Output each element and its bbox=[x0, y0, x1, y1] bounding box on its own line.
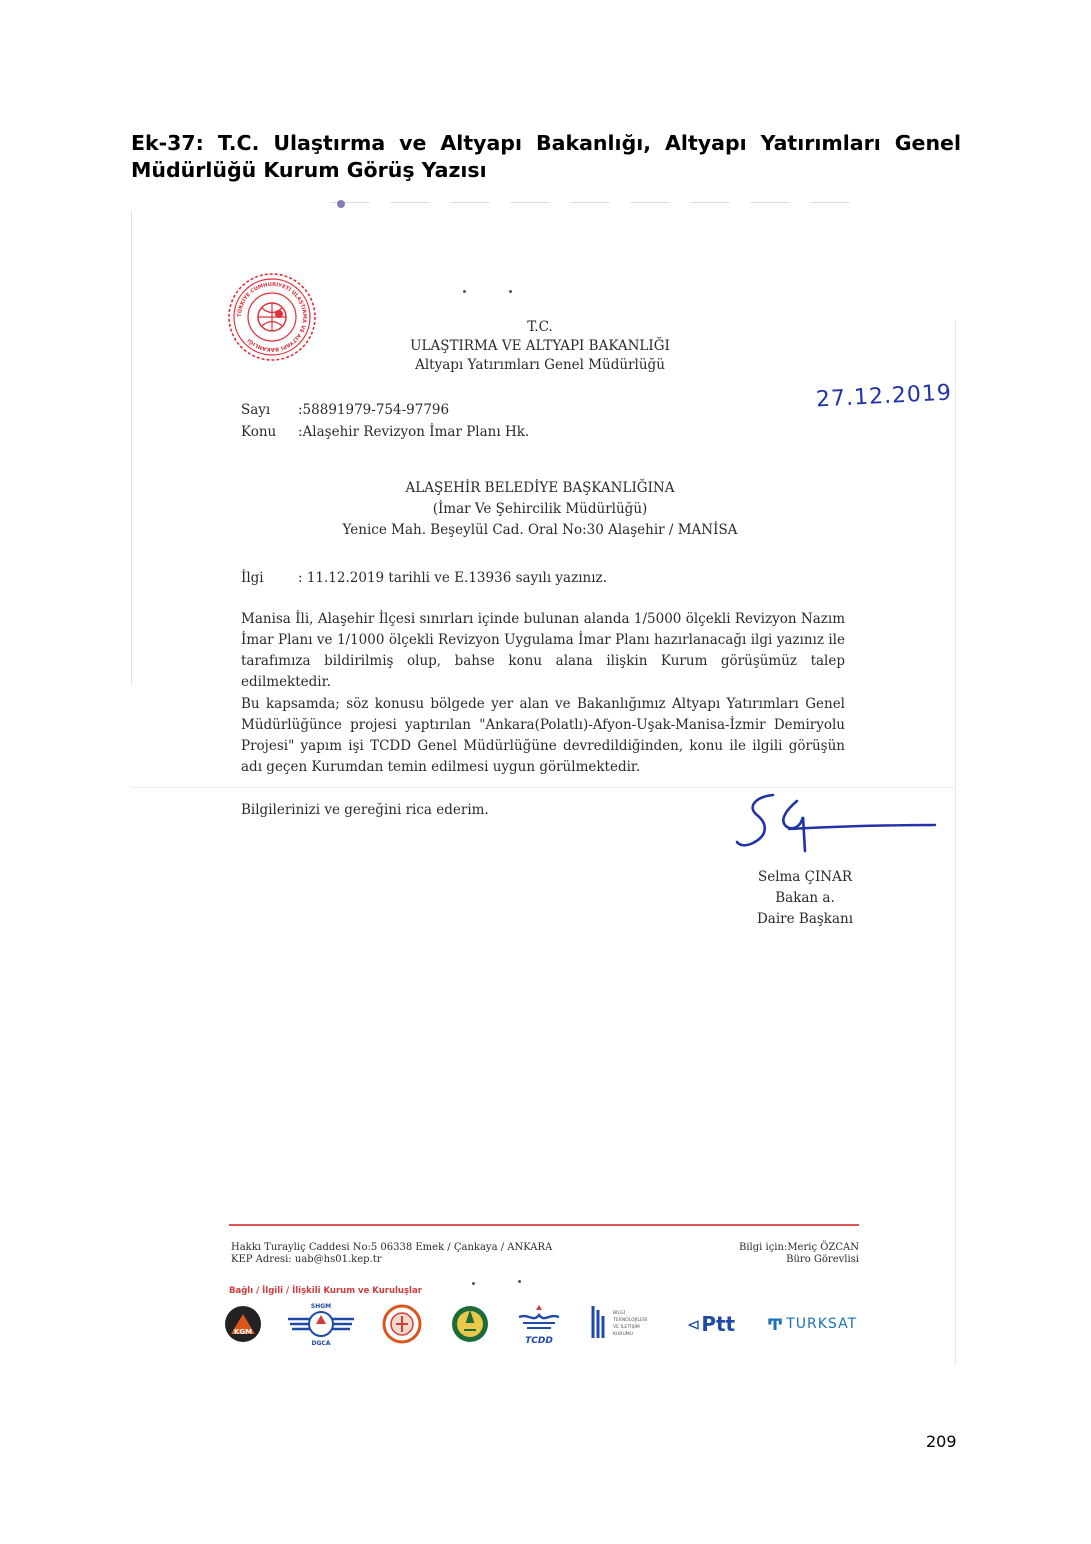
footer-divider bbox=[229, 1224, 859, 1226]
scan-edge-right bbox=[955, 320, 956, 1365]
scan-edge-left bbox=[131, 210, 132, 685]
footer-address-line: Hakkı Turayliç Caddesi No:5 06338 Emek / Çankaya / ANKARA bbox=[231, 1242, 553, 1253]
footer-contact bbox=[700, 1242, 859, 1266]
handwritten-date: 27.12.2019 bbox=[815, 380, 953, 413]
recipient-address: Yenice Mah. Beşeylül Cad. Oral No:30 Alaşehir / MANİSA bbox=[342, 522, 738, 538]
turksat-text: TURKSAT bbox=[786, 1316, 858, 1332]
signer-block bbox=[740, 867, 870, 930]
body-paragraph-2: Bu kapsamda; söz konusu bölgede yer alan ve Bakanlığımız Altyapı Yatırımları Genel Müdürlüğünce projesi yaptırılan "Ankara(Polatlı)-Afyon-Uşak-Manisa-İzmir Demiryolu Projesi" yapım işi TCDD Genel Müdürlüğüne devredildiğinden, konu ile ilgili görüşün adı geçen Kurumdan temin edilmesi uygun görülmektedir. bbox=[241, 696, 845, 775]
footer-contact-role: Büro Görevlisi bbox=[786, 1254, 859, 1265]
signer-role-1: Bakan a. bbox=[775, 890, 835, 906]
recipient-name: ALAŞEHİR BELEDİYE BAŞKANLIĞINA bbox=[405, 480, 675, 496]
ilgi-label: İlgi bbox=[241, 570, 264, 586]
signer-role-2: Daire Başkanı bbox=[756, 911, 854, 927]
btk-line-4: KURUMU bbox=[613, 1332, 634, 1337]
seal-text: TÜRKİYE CUMHURİYETİ ULAŞTIRMA VE ALTYAPI BAKANLIĞI bbox=[236, 281, 308, 353]
ptt-arrow-icon: ⊲ bbox=[686, 1314, 701, 1334]
institution-logos bbox=[222, 1300, 862, 1348]
scan-dot bbox=[509, 290, 512, 293]
signer-name: Selma ÇINAR bbox=[757, 869, 853, 885]
scan-edge-top bbox=[330, 202, 870, 203]
footer-contact-name: Bilgi için:Meriç ÖZCAN bbox=[738, 1242, 859, 1253]
sayi-value: :58891979-754-97796 bbox=[298, 402, 450, 418]
shgm-logo-icon bbox=[284, 1300, 358, 1348]
ministry-header bbox=[390, 318, 690, 375]
kgm-logo-icon bbox=[222, 1300, 264, 1348]
header-ministry-name: ULAŞTIRMA VE ALTYAPI BAKANLIĞI bbox=[410, 338, 670, 354]
page-number: 209 bbox=[926, 1432, 957, 1451]
turksat-logo bbox=[760, 1300, 864, 1348]
body-paragraph-1: Manisa İli, Alaşehir İlçesi sınırları içinde bulunan alanda 1/5000 ölçekli Revizyon Nazım İmar Planı ve 1/1000 ölçekli Revizyon Uygulama İmar Planı hazırlanacağı ilgi yazınız ile tarafımıza bildirilmiş olup, bahse konu alana ilişkin Kurum görüşümüz talep edilmektedir. bbox=[241, 611, 845, 690]
ministry-seal-icon bbox=[227, 272, 317, 362]
turksat-mark-icon: Ͳ bbox=[766, 1314, 784, 1334]
shgm-top-text: SHGM bbox=[310, 1303, 332, 1310]
tcdd-logo-icon bbox=[514, 1300, 564, 1348]
recipient-block bbox=[340, 478, 740, 541]
appendix-heading: Ek-37: T.C. Ulaştırma ve Altyapı Bakanlığı, Altyapı Yatırımları Genel Müdürlüğü Kurum Görüş Yazısı bbox=[131, 131, 961, 182]
btk-line-1: BİLGİ bbox=[613, 1311, 625, 1316]
coastal-safety-logo-icon bbox=[380, 1300, 424, 1348]
dhmi-logo-icon bbox=[448, 1300, 492, 1348]
ptt-text: Ptt bbox=[701, 1312, 736, 1336]
footer-kep-line: KEP Adresi: uab@hs01.kep.tr bbox=[231, 1254, 382, 1265]
scan-dot bbox=[463, 290, 466, 293]
btk-logo-icon bbox=[588, 1300, 660, 1348]
shgm-bottom-text: DGCA bbox=[311, 1340, 331, 1347]
konu-value: :Alaşehir Revizyon İmar Planı Hk. bbox=[298, 424, 530, 440]
ptt-logo bbox=[678, 1300, 744, 1348]
scan-dot bbox=[472, 1282, 475, 1285]
handwritten-signature bbox=[735, 787, 940, 857]
header-tc: T.C. bbox=[527, 319, 553, 335]
header-directorate: Altyapı Yatırımları Genel Müdürlüğü bbox=[415, 357, 665, 373]
ink-speck bbox=[337, 200, 345, 208]
tcdd-text: TCDD bbox=[525, 1336, 553, 1346]
konu-label: Konu bbox=[241, 424, 277, 440]
sayi-label: Sayı bbox=[241, 402, 271, 418]
scan-dot bbox=[518, 1280, 521, 1283]
footer-address bbox=[231, 1242, 552, 1266]
related-institutions-title: Bağlı / İlgili / İlişkili Kurum ve Kuruluşlar bbox=[229, 1286, 422, 1296]
closing-line: Bilgilerinizi ve gereğini rica ederim. bbox=[241, 802, 489, 818]
kgm-text: KGM bbox=[233, 1328, 253, 1336]
ilgi-value: : 11.12.2019 tarihli ve E.13936 sayılı yazınız. bbox=[298, 570, 607, 586]
recipient-department: (İmar Ve Şehircilik Müdürlüğü) bbox=[432, 501, 648, 517]
btk-line-2: TEKNOLOJİLERİ bbox=[613, 1318, 648, 1323]
btk-line-3: VE İLETİŞİM bbox=[613, 1325, 640, 1330]
